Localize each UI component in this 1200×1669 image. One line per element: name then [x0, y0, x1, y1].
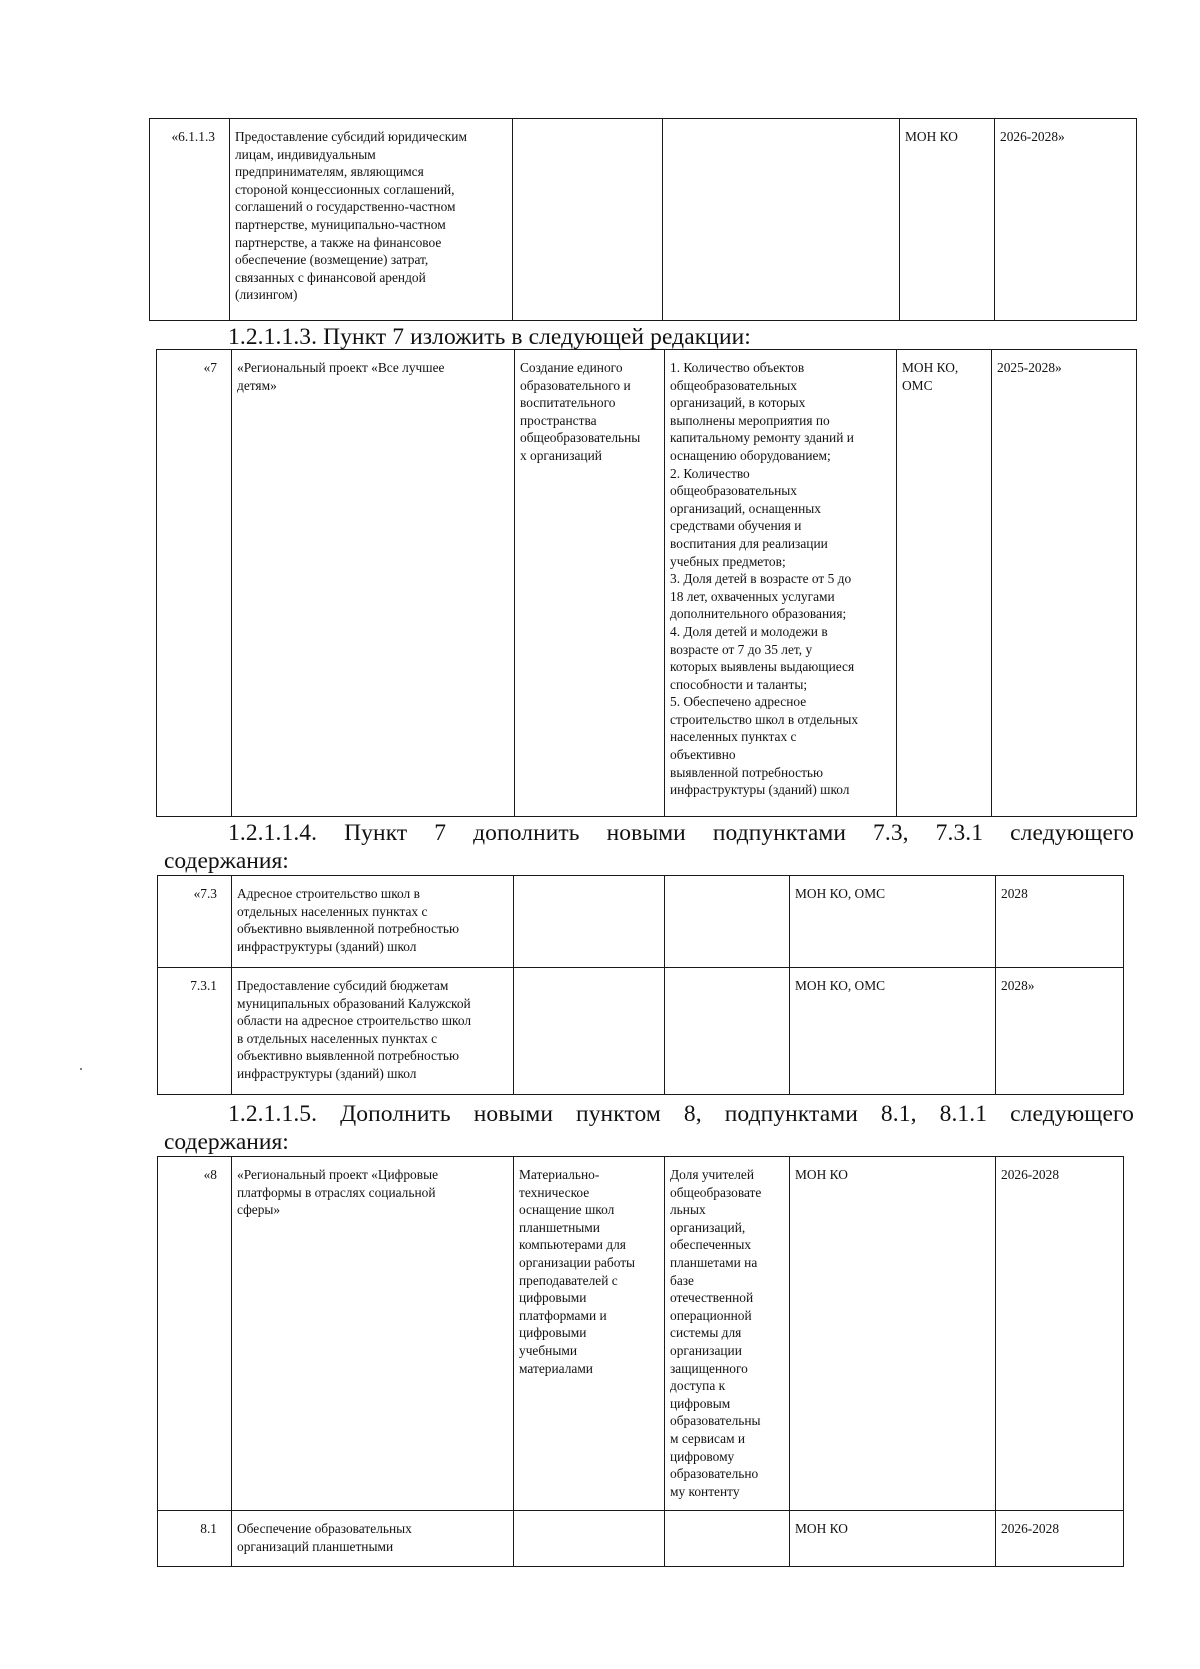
row-name: «Региональный проект «Все лучшее детям»: [232, 350, 515, 817]
paragraph-1-2-1-1-5-continuation: содержания:: [164, 1129, 289, 1155]
table-row: [158, 876, 1124, 968]
table-row: [158, 1511, 1124, 1567]
row-name: «Региональный проект «Цифровые платформы в отраслях социальной сферы»: [232, 1157, 514, 1511]
row-period: 2028»: [996, 968, 1124, 1095]
table-item-7: [156, 349, 1137, 817]
table-row: [157, 350, 1137, 817]
row-responsible: МОН КО: [790, 1157, 996, 1511]
row-period: 2026-2028»: [995, 119, 1137, 321]
paragraph-1-2-1-1-5: 1.2.1.1.5. Дополнить новыми пунктом 8, подпунктами 8.1, 8.1.1 следующего: [228, 1101, 1134, 1127]
table-items-7-3: [157, 875, 1124, 1095]
row-name: Адресное строительство школ в отдельных населенных пунктах с объективно выявленной потребностью инфраструктуры (зданий) школ: [232, 876, 514, 968]
table-row: [150, 119, 1137, 321]
row-period: 2026-2028: [996, 1157, 1124, 1511]
row-task: [513, 119, 663, 321]
row-name: Обеспечение образовательных организаций планшетными: [232, 1511, 514, 1567]
table-item-6-1-1-3: [149, 118, 1137, 321]
paragraph-1-2-1-1-4-continuation: содержания:: [164, 848, 289, 874]
scan-speck: [80, 1068, 82, 1070]
row-period: 2028: [996, 876, 1124, 968]
row-responsible: МОН КО, ОМС: [790, 876, 996, 968]
row-number: 7.3.1: [158, 968, 232, 1095]
row-indicators: [665, 1511, 790, 1567]
row-responsible: МОН КО: [900, 119, 995, 321]
row-name: Предоставление субсидий юридическим лицам, индивидуальным предпринимателям, являющимся стороной концессионных соглашений, соглашений о государственно-частном партнерстве, муниципально-частном партнерстве, а также на финансовое обеспечение (возмещение) затрат, связанных с финансовой арендой (лизингом): [230, 119, 513, 321]
table-items-8: [157, 1156, 1124, 1567]
row-period: 2025-2028»: [992, 350, 1137, 817]
row-number: 8.1: [158, 1511, 232, 1567]
row-indicators: [665, 968, 790, 1095]
row-number: «8: [158, 1157, 232, 1511]
paragraph-1-2-1-1-3: 1.2.1.1.3. Пункт 7 изложить в следующей редакции:: [228, 324, 751, 350]
row-number: «6.1.1.3: [150, 119, 230, 321]
row-number: «7.3: [158, 876, 232, 968]
row-task: [514, 968, 665, 1095]
row-number: «7: [157, 350, 232, 817]
table-row: [158, 1157, 1124, 1511]
row-indicators: [663, 119, 900, 321]
paragraph-1-2-1-1-4: 1.2.1.1.4. Пункт 7 дополнить новыми подпунктами 7.3, 7.3.1 следующего: [228, 820, 1134, 846]
row-indicators: 1. Количество объектов общеобразовательных организаций, в которых выполнены мероприятия по капитальному ремонту зданий и оснащению оборудованием; 2. Количество общеобразовательных организаций, оснащенных средствами обучения и воспитания для реализации учебных предметов; 3. Доля детей в возрасте от 5 до 18 лет, охваченных услугами дополнительного образования; 4. Доля детей и молодежи в возрасте от 7 до 35 лет, у которых выявлены выдающиеся способности и таланты; 5. Обеспечено адресное строительство школ в отдельных населенных пунктах с объективно выявленной потребностью инфраструктуры (зданий) школ: [665, 350, 897, 817]
row-responsible: МОН КО: [790, 1511, 996, 1567]
row-period: 2026-2028: [996, 1511, 1124, 1567]
row-responsible: МОН КО, ОМС: [790, 968, 996, 1095]
row-task: Материально- техническое оснащение школ планшетными компьютерами для организации работы преподавателей с цифровыми платформами и цифровыми учебными материалами: [514, 1157, 665, 1511]
row-indicators: Доля учителей общеобразовате льных организаций, обеспеченных планшетами на базе отечественной операционной системы для организации защищенного доступа к цифровым образовательны м сервисам и цифровому образовательно му контенту: [665, 1157, 790, 1511]
row-name: Предоставление субсидий бюджетам муниципальных образований Калужской области на адресное строительство школ в отдельных населенных пунктах с объективно выявленной потребностью инфраструктуры (зданий) школ: [232, 968, 514, 1095]
row-task: Создание единого образовательного и воспитательного пространства общеобразовательны х организаций: [515, 350, 665, 817]
row-responsible: МОН КО, ОМС: [897, 350, 992, 817]
row-indicators: [665, 876, 790, 968]
row-task: [514, 1511, 665, 1567]
table-row: [158, 968, 1124, 1095]
row-task: [514, 876, 665, 968]
